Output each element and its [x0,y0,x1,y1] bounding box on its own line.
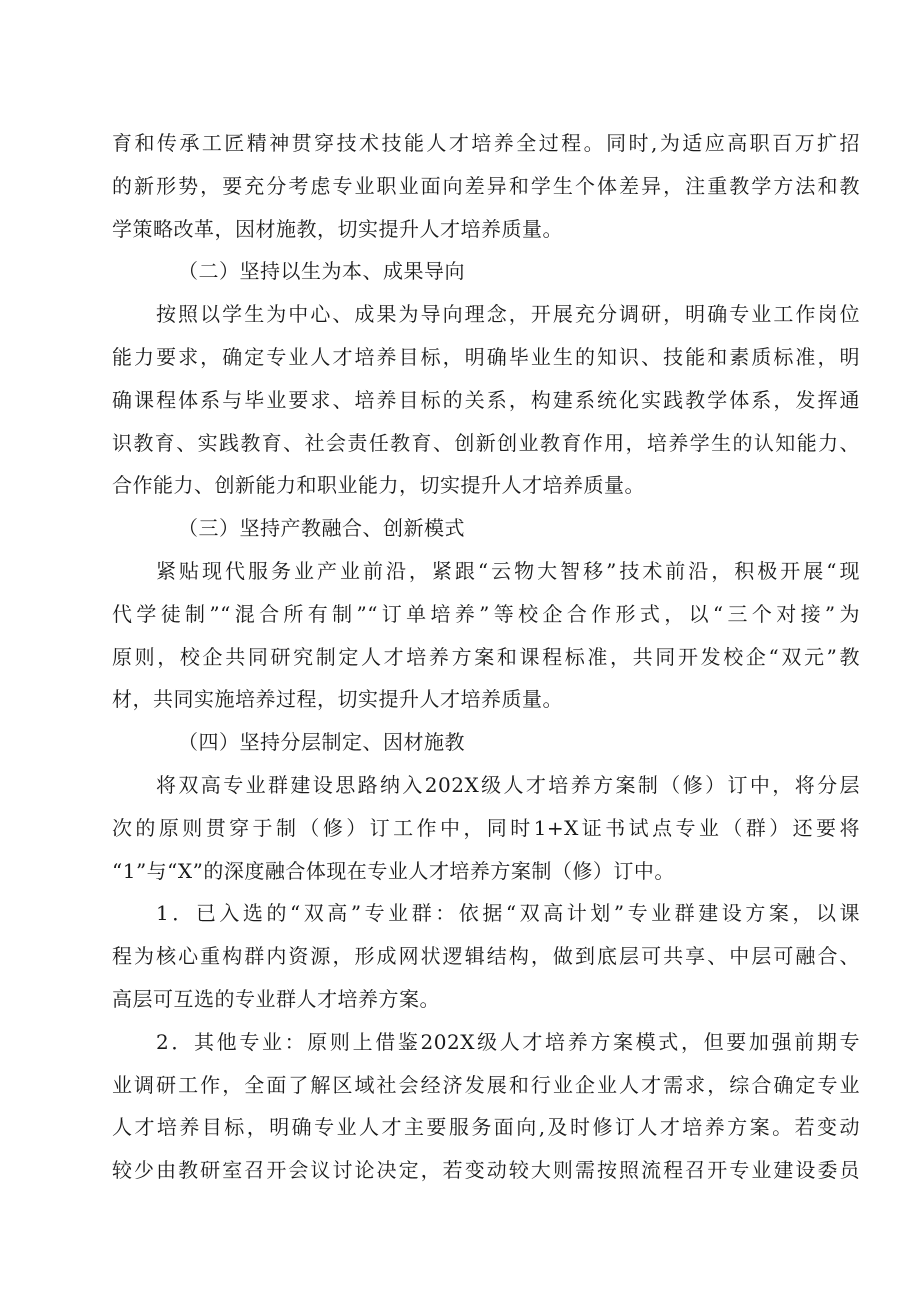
text-line: 次的原则贯穿于制（修）订工作中，同时1+X证书试点专业（群）还要将 [112,815,860,840]
text-line: 将双高专业群建设思路纳入202X级人才培养方案制（修）订中，将分层 [156,772,860,797]
text-line: 合作能力、创新能力和职业能力，切实提升人才培养质量。 [112,473,645,498]
text-line: 育和传承工匠精神贯穿技术技能人才培养全过程。同时,为适应高职百万扩招 [112,131,860,155]
text-line: 高层可互选的专业群人才培养方案。 [112,986,440,1011]
text-line: 原则，校企共同研究制定人才培养方案和课程标准，共同开发校企“双元”教 [112,644,860,669]
text-line: 识教育、实践教育、社会责任教育、创新创业教育作用，培养学生的认知能力、 [112,430,860,455]
text-line: 1．已入选的“双高”专业群：依据“双高计划”专业群建设方案，以课 [156,901,860,926]
text-line: “1”与“X”的深度融合体现在专业人才培养方案制（修）订中。 [112,858,675,883]
text-line: 人才培养目标，明确专业人才主要服务面向,及时修订人才培养方案。若变动 [112,1115,860,1140]
text-line: 学策略改革，因材施教，切实提升人才培养质量。 [112,216,563,241]
text-line: 确课程体系与毕业要求、培养目标的关系，构建系统化实践教学体系，发挥通 [112,387,860,412]
text-line: 2．其他专业：原则上借鉴202X级人才培养方案模式，但要加强前期专 [156,1029,860,1054]
text-line: 业调研工作，全面了解区域社会经济发展和行业企业人才需求，综合确定专业 [112,1072,860,1097]
section-heading: （二）坚持以生为本、成果导向 [178,259,465,284]
text-line: 按照以学生为中心、成果为导向理念，开展充分调研，明确专业工作岗位 [156,302,860,327]
body-text [112,122,860,1192]
text-line: 材，共同实施培养过程，切实提升人才培养质量。 [112,687,563,712]
text-line: 代学徒制”“混合所有制”“订单培养”等校企合作形式，以“三个对接”为 [112,601,860,626]
text-line: 的新形势，要充分考虑专业职业面向差异和学生个体差异，注重教学方法和教 [112,173,860,198]
section-heading: （四）坚持分层制定、因材施教 [178,730,465,755]
section-heading: （三）坚持产教融合、创新模式 [178,516,465,541]
text-line: 程为核心重构群内资源，形成网状逻辑结构，做到底层可共享、中层可融合、 [112,944,860,969]
text-line: 紧贴现代服务业产业前沿，紧跟“云物大智移”技术前沿，积极开展“现 [156,558,860,583]
text-line: 较少由教研室召开会议讨论决定，若变动较大则需按照流程召开专业建设委员 [112,1158,860,1183]
text-line: 能力要求，确定专业人才培养目标，明确毕业生的知识、技能和素质标准，明 [112,344,860,369]
